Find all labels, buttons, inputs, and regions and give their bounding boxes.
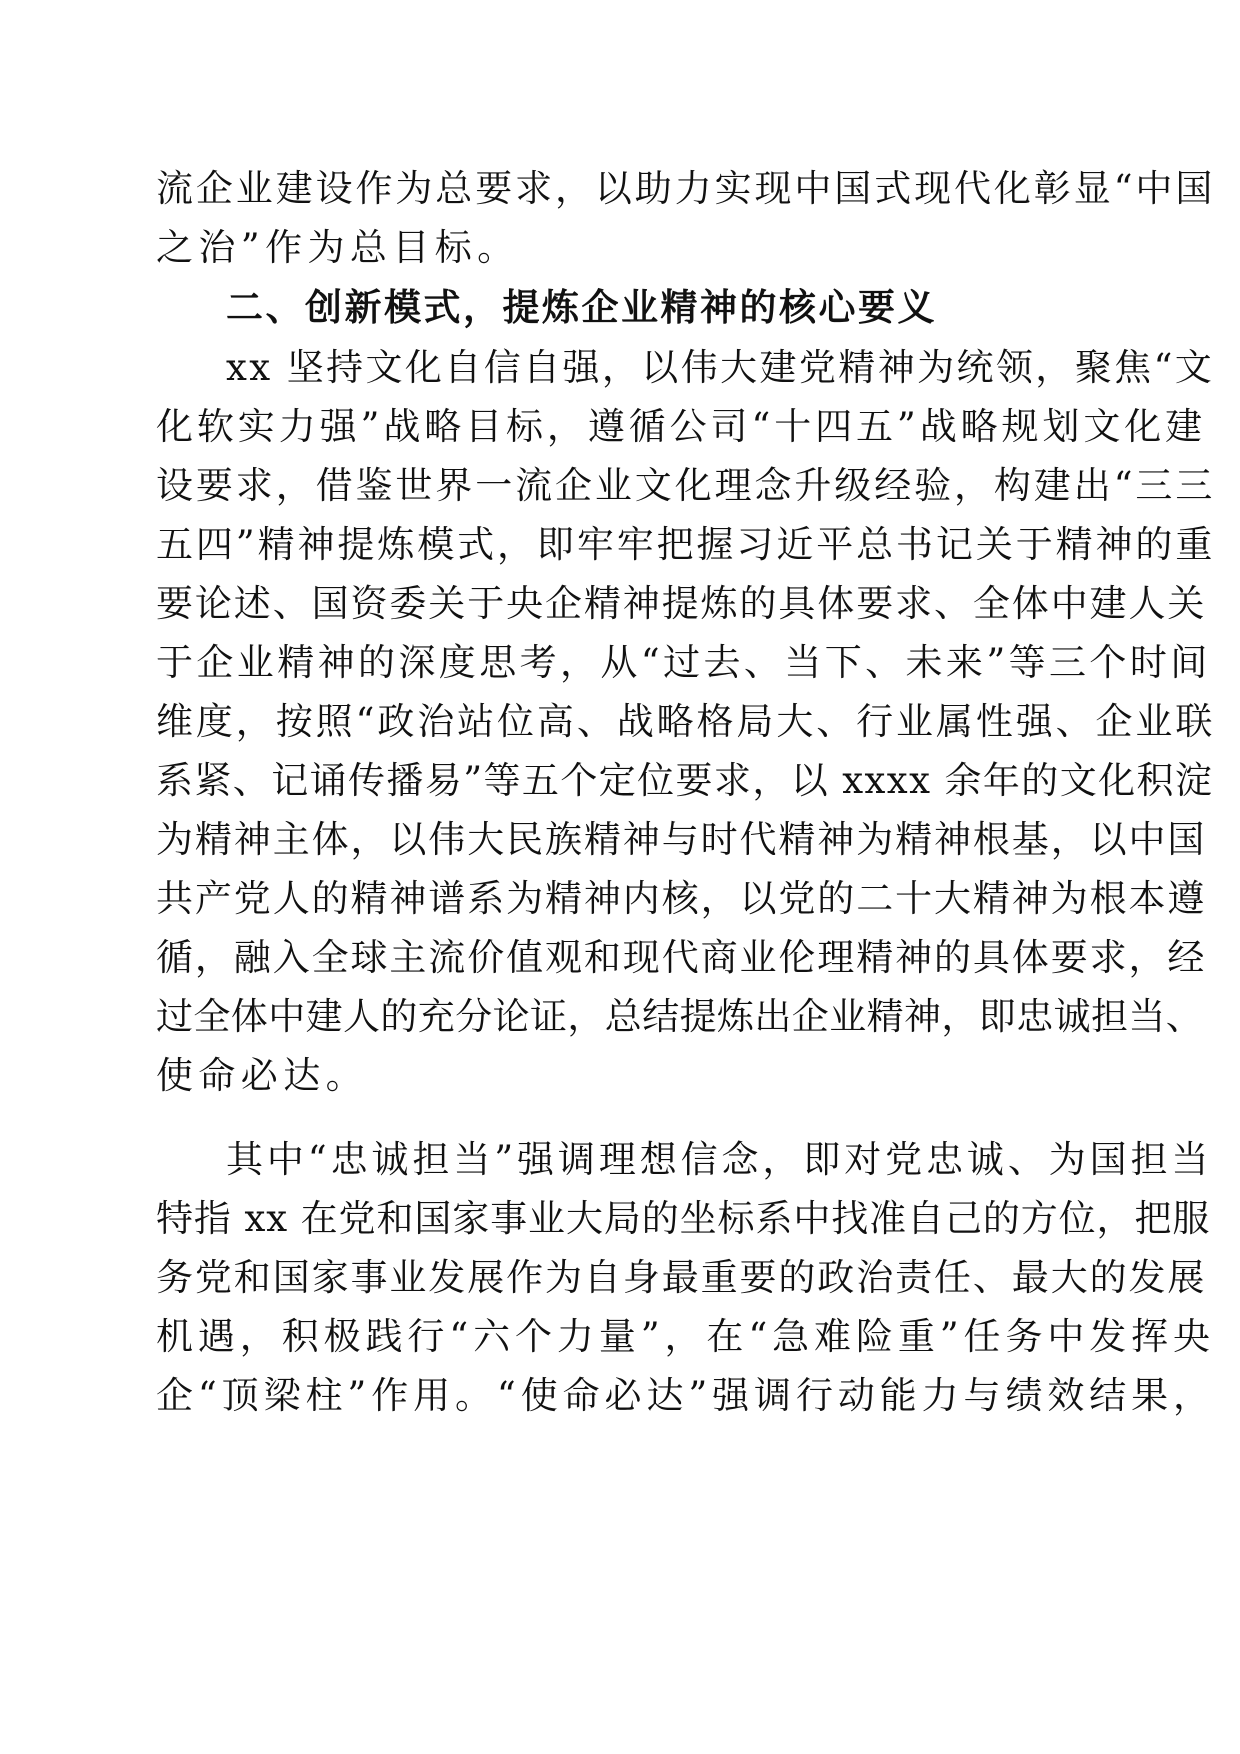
text-line: 特指 xx 在党和国家事业大局的坐标系中找准自己的方位，把服 (156, 1197, 1211, 1240)
text-line: 化软实力强”战略目标，遵循公司“十四五”战略规划文化建 (156, 405, 1207, 448)
text-line: 为精神主体，以伟大民族精神与时代精神为精神根基，以中国 (156, 818, 1207, 861)
text-line: xx 坚持文化自信自强，以伟大建党精神为统领，聚焦“文 (226, 346, 1215, 389)
text-line: 五四”精神提炼模式，即牢牢把握习近平总书记关于精神的重 (156, 523, 1216, 566)
section-heading: 二、创新模式，提炼企业精神的核心要义 (226, 286, 937, 329)
text-line: 共产党人的精神谱系为精神内核，以党的二十大精神为根本遵 (156, 877, 1207, 920)
text-line: 务党和国家事业发展作为自身最重要的政治责任、最大的发展 (156, 1256, 1207, 1299)
text-line: 要论述、国资委关于央企精神提炼的具体要求、全体中建人关 (156, 582, 1207, 625)
text-line: 系紧、记诵传播易”等五个定位要求，以 xxxx 余年的文化积淀 (156, 759, 1214, 802)
text-line: 机遇，积极践行“六个力量”，在“急难险重”任务中发挥央 (156, 1315, 1215, 1358)
text-line: 过全体中建人的充分论证，总结提炼出企业精神，即忠诚担当、 (156, 995, 1204, 1038)
text-line: 之治”作为总目标。 (156, 226, 520, 269)
text-line: 循，融入全球主流价值观和现代商业伦理精神的具体要求，经 (156, 936, 1207, 979)
text-line: 于企业精神的深度思考，从“过去、当下、未来”等三个时间 (156, 641, 1211, 684)
text-line: 其中“忠诚担当”强调理想信念，即对党忠诚、为国担当 (226, 1138, 1213, 1181)
text-line: 企“顶梁柱”作用。“使命必达”强调行动能力与绩效结果， (156, 1374, 1215, 1417)
text-line: 设要求，借鉴世界一流企业文化理念升级经验，构建出“三三 (156, 464, 1216, 507)
text-line: 使命必达。 (156, 1054, 368, 1097)
text-line: 维度，按照“政治站位高、战略格局大、行业属性强、企业联 (156, 700, 1216, 743)
text-line: 流企业建设作为总要求，以助力实现中国式现代化彰显“中国 (156, 167, 1216, 210)
